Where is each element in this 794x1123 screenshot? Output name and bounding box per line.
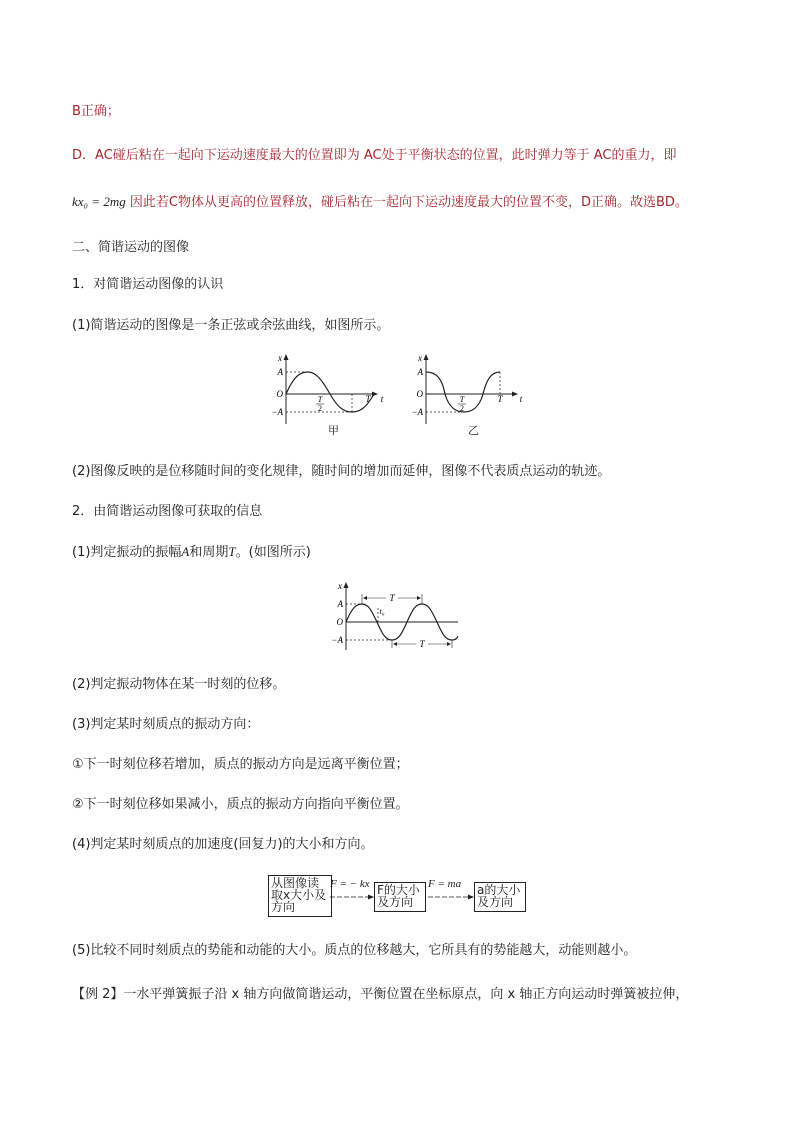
axis-label-x: x xyxy=(418,353,422,363)
subsection-1: 1．对简谐运动图像的认识 xyxy=(72,277,224,292)
axis-label-x: x xyxy=(338,581,342,591)
label-neg-a: −A xyxy=(271,407,283,417)
y-axis-arrow xyxy=(424,354,429,360)
figure-amplitude-period xyxy=(326,580,466,656)
item-2-5: (5)比较不同时刻质点的势能和动能的大小。质点的位移越大，它所具有的势能越大，动能则越小。 xyxy=(72,943,637,958)
answer-d-line2 xyxy=(72,193,688,212)
label-half-t: T xyxy=(459,395,465,404)
answer-b: B正确； xyxy=(72,104,120,119)
figure-jia-caption: 甲 xyxy=(328,424,339,437)
label-origin: O xyxy=(276,389,283,399)
item-2-3-b: ②下一时刻位移如果减小，质点的振动方向指向平衡位置。 xyxy=(72,797,409,812)
formula-kx0: kx₀ = 2mg xyxy=(72,194,126,209)
label-neg-a: −A xyxy=(331,635,343,645)
label-period: T xyxy=(365,394,371,404)
symbol-amplitude: A xyxy=(181,544,190,559)
sine-curve xyxy=(286,372,374,412)
arrowhead xyxy=(363,596,367,600)
flow-formula-newton: F = ma xyxy=(428,878,462,890)
flow-box-force: F的大小及方向 xyxy=(374,882,426,912)
flow-arrow-1 xyxy=(330,892,374,902)
label-a: A xyxy=(277,367,283,377)
y-axis-arrow xyxy=(344,582,349,588)
item-2-2: (2)判定振动物体在某一时刻的位移。 xyxy=(72,677,286,692)
label-origin: O xyxy=(416,389,423,399)
x-axis-arrow xyxy=(512,392,518,397)
axis-label-t: t xyxy=(380,394,384,404)
label-period-bottom: T xyxy=(419,639,425,649)
item-1-1: (1)简谐运动的图像是一条正弦或余弦曲线，如图所示。 xyxy=(72,318,390,333)
figure-jia xyxy=(268,352,388,432)
arrowhead xyxy=(393,642,397,646)
arrowhead xyxy=(447,642,451,646)
arrowhead xyxy=(417,596,421,600)
item-1-2: (2)图像反映的是位移随时间的变化规律，随时间的增加而延伸，图像不代表质点运动的轨迹。 xyxy=(72,464,611,479)
flow-arrow-2 xyxy=(428,892,474,902)
label-t0: t₀ xyxy=(379,607,385,616)
item-2-4: (4)判定某时刻质点的加速度(回复力)的大小和方向。 xyxy=(72,837,374,852)
flow-box-read-x: 从图像读取x大小及方向 xyxy=(268,875,332,917)
item-2-1: (1)判定振动的振幅A和周期T。(如图所示) xyxy=(72,544,311,560)
label-two: 2 xyxy=(460,404,464,413)
label-two: 2 xyxy=(318,404,322,413)
label-half-t: T xyxy=(317,395,323,404)
label-period: T xyxy=(497,394,503,404)
symbol-period: T xyxy=(228,544,236,559)
answer-d-line1: D．AC碰后粘在一起向下运动速度最大的位置即为 AC处于平衡状态的位置，此时弹力等于 AC的重力，即 xyxy=(72,148,677,163)
label-a: A xyxy=(417,367,423,377)
section-title: 二、简谐运动的图像 xyxy=(72,240,190,255)
item-2-3: (3)判定某时刻质点的振动方向： xyxy=(72,717,260,732)
item-2-3-a: ①下一时刻位移若增加，质点的振动方向是远离平衡位置； xyxy=(72,757,409,772)
answer-d-line2-text: 因此若C物体从更高的位置释放，碰后粘在一起向下运动速度最大的位置不变，D正确。故选BD。 xyxy=(129,195,688,210)
label-neg-a: −A xyxy=(411,407,423,417)
figure-yi-caption: 乙 xyxy=(468,424,479,437)
label-period-top: T xyxy=(389,593,395,603)
label-a: A xyxy=(337,599,343,609)
example-2: 【例 2】一水平弹簧振子沿 x 轴方向做简谐运动，平衡位置在坐标原点，向 x 轴正方向运动时弹簧被拉伸， xyxy=(72,987,689,1002)
subsection-2: 2．由简谐运动图像可获取的信息 xyxy=(72,504,263,519)
axis-label-t: t xyxy=(519,394,523,404)
figure-yi xyxy=(408,352,528,432)
axis-label-x: x xyxy=(278,353,282,363)
label-origin: O xyxy=(336,617,343,627)
flow-formula-hooke: F = − kx xyxy=(330,878,370,890)
y-axis-arrow xyxy=(284,354,289,360)
flow-box-acceleration: a的大小及方向 xyxy=(474,882,526,912)
